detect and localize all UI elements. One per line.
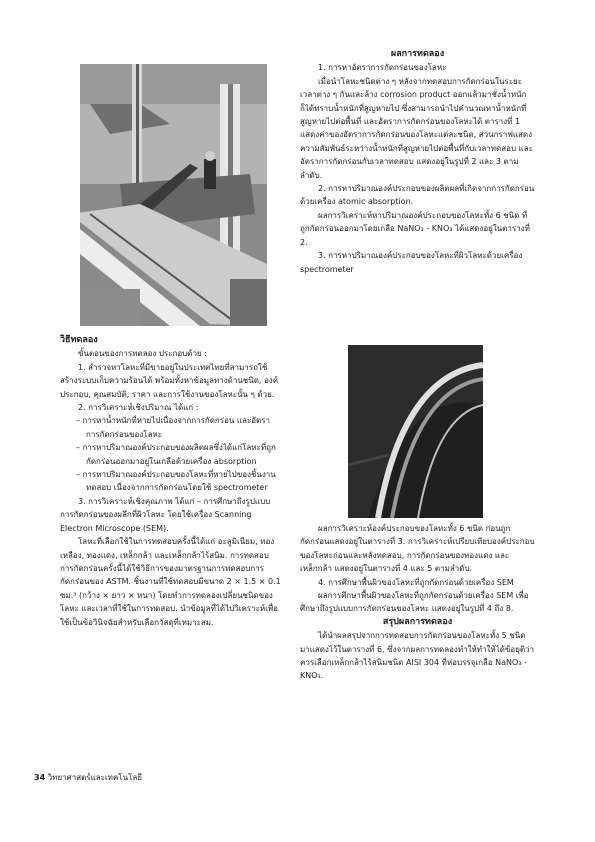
results-item-1-body: เมื่อนำโลหะชนิดต่าง ๆ หลังจากทดสอบการกัดกร่อนในระยะเวลาต่าง ๆ กันและล้าง corrosion product ออกแล้วมาชั่งน้ำหนัก ก็ได้ทราบน้ำหนักที่สูญหายไป ซึ่งสามารถนำไปคำนวณหาน้ำหนักที่สูญหายไปต่อพื้นที่ และอัตราการกัดกร่อนของโลหะได้ ตารางที่ 1 แสดงค่าของอัตราการกัดกร่อนของโลหะแต่ละชนิด, ส่วนกราฟแสดงความสัมพันธ์ระหว่างน้ำหนักที่สูญหายไปต่อพื้นที่กับเวลาทดสอบ และอัตราการกัดกร่อนกับเวลาทดสอบ แสดงอยู่ในรูปที่ 2 และ 3 ตามลำดับ. <box>300 76 533 180</box>
results-item-4-heading: 4. การศึกษาพื้นผิวของโลหะที่ถูกกัดกร่อนด้วยเครื่อง SEM <box>318 577 514 587</box>
journal-name: วิทยาศาสตร์และเทคโนโลยี <box>47 773 142 782</box>
results-section <box>300 48 535 276</box>
method-bullet: – การหาน้ำหนักที่หายไปเนื่องจากการกัดกร่อน และอัตราการกัดกร่อนของโลหะ <box>76 416 271 439</box>
method-bullet: – การหาปริมาณองค์ประกอบของโลหะที่หายไปของชิ้นงานทดสอบ เนื่องจากการกัดกร่อนโดยใช้ spectrometer <box>76 470 276 493</box>
page-number: 34 <box>34 773 46 782</box>
method-heading: วิธีทดลอง <box>60 335 98 345</box>
results-item-3-heading: 3. การหาปริมาณองค์ประกอบของโลหะที่ผิวโลหะด้วยเครื่อง spectrometer <box>300 251 523 274</box>
method-step-1: 1. สำรวจหาโลหะที่มีขายอยู่ในประเทศไทยที่สามารถใช้สร้างระบบเก็บความร้อนได้ พร้อมทั้งหาข้อมูลทางด้านชนิด, องค์ประกอบ, คุณสมบัติ, ราคา และการใช้งานของโลหะนั้น ๆ ด้วย. <box>60 362 279 399</box>
results-heading: ผลการทดลอง <box>390 49 445 59</box>
method-step-2: 2. การวิเคราะห์เชิงปริมาณ ได้แก่ : <box>78 403 199 413</box>
summary-heading: สรุปผลการทดลอง <box>382 616 453 627</box>
results-item-2-heading: 2. การหาปริมาณองค์ประกอบของผลิตผลที่เกิดจากการกัดกร่อนด้วยเครื่อง atomic absorption. <box>300 184 535 207</box>
method-step-3: 3. การวิเคราะห์เชิงคุณภาพ ได้แก่ – การศึกษาถึงรูปแบบการกัดกร่อนของผลึกที่ผิวโลหะ โดยใช้เครื่อง Scanning Electron Microscope (SEM). <box>60 496 271 533</box>
results-continued <box>300 522 535 683</box>
results-item-4-body: ผลการศึกษาพื้นผิวของโลหะที่ถูกกัดกร่อนด้วยเครื่อง SEM เพื่อศึกษาถึงรูปแบบการกัดกร่อนของโลหะ แสดงอยู่ในรูปที่ 4 ถึง 8. <box>300 591 529 614</box>
results-item-1-heading: 1. การหาอัตราการกัดกร่อนของโลหะ <box>318 63 447 73</box>
page-footer <box>34 771 142 784</box>
method-materials-paragraph: โลหะที่เลือกใช้ในการทดสอบครั้งนี้ได้แก่ อะลูมิเนียม, ทองเหลือง, ทองแดง, เหล็กกล้า และเหล็กกล้าไร้สนิม. การทดสอบการกัดกร่อนครั้งนี้ได้ใช้วิธีการของมาตรฐานการทดสอบการกัดกร่อนของ ASTM. ชิ้นงานที่ใช้ทดสอบมีขนาด 2 × 1.5 × 0.1 ซม.³ (กว้าง × ยาว × หนา) โดยทำการทดลองเปลี่ยนชนิดของโลหะ และเวลาที่ใช้ในการทดสอบ. นำข้อมูลที่ได้ไปวิเคราะห์เพื่อใช้เป็นข้อวินิจฉัยสำหรับเลือกวัสดุที่เหมาะสม. <box>60 537 281 627</box>
method-bullet: – การหาปริมาณองค์ประกอบของผลิตผลซึ่งได้แก่โลหะที่ถูกกัดกร่อนออกมาอยู่ในเกลือด้วยเครื่อง absorption <box>76 443 276 466</box>
summary-text: ได้นำผลสรุปจากการทดสอบการกัดกร่อนของโลหะทั้ง 5 ชนิด มาแสดงไว้ในตารางที่ 6, ซึ่งจากผลการทดลองทำให้ทำให้ได้ข้อยุติว่าควรเลือกเหล็กกล้าไร้สนิมชนิด AISI 304 ที่ห่อบรรจุเกลือ NaNO₃ - KNO₃. <box>300 631 535 681</box>
industrial-pipe-photo <box>80 64 267 326</box>
method-section <box>60 334 282 629</box>
curved-pipe-photo <box>348 345 483 518</box>
results-item-2-body: ผลการวิเคราะห์หาปริมาณองค์ประกอบของโลหะทั้ง 6 ชนิด ที่ถูกกัดกร่อนออกมาโดยเกลือ NaNO₃ - KNO₃ ได้แสดงอยู่ในตารางที่ 2. <box>300 210 530 247</box>
results-item-3-body: ผลการวิเคราะห์องค์ประกอบของโลหะทั้ง 6 ชนิด ก่อนถูกกัดกร่อนแสดงอยู่ในตารางที่ 3. การวิเคราะห์เปรียบเทียบองค์ประกอบของโลหะก่อนและหลังทดสอบ, การกัดกร่อนของทองแดง และเหล็กกล้า แสดงอยู่ในตารางที่ 4 และ 5 ตามลำดับ. <box>300 524 535 574</box>
method-intro: ขั้นตอนของการทดลอง ประกอบด้วย : <box>78 349 207 359</box>
